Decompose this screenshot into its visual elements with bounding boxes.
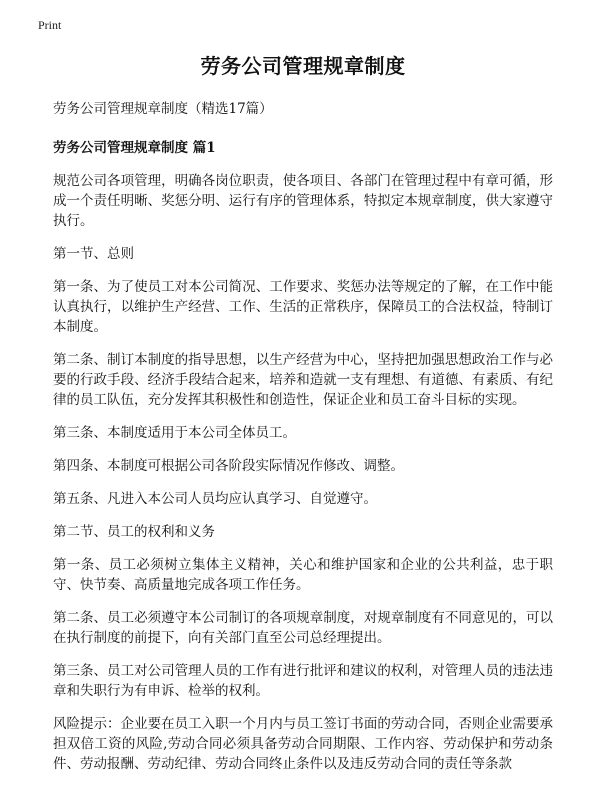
document-body xyxy=(53,50,553,787)
paragraph-article: 第一条、员工必须树立集体主义精神，关心和维护国家和企业的公共利益，忠于职守、快节奏、高质量地完成各项工作任务。 xyxy=(53,557,553,593)
paragraph-article: 第二条、员工必须遵守本公司制订的各项规章制度，对规章制度有不同意见的，可以在执行制度的前提下，向有关部门直至公司总经理提出。 xyxy=(53,610,553,646)
paragraph-section-rights: 第二节、员工的权利和义务 xyxy=(53,524,215,540)
paragraph-section-general: 第一节、总则 xyxy=(53,246,134,262)
paragraph-article: 第五条、凡进入本公司人员均应认真学习、自觉遵守。 xyxy=(53,491,377,507)
paragraph-article: 第一条、为了使员工对本公司简况、工作要求、奖惩办法等规定的了解，在工作中能认真执行，以维护生产经营、工作、生活的正常秩序，保障员工的合法权益，特制订本制度。 xyxy=(53,279,553,335)
paragraph-article: 第三条、员工对公司管理人员的工作有进行批评和建议的权利，对管理人员的违法违章和失职行为有申诉、检举的权利。 xyxy=(53,663,553,699)
paragraph-risk-notice: 风险提示：企业要在员工入职一个月内与员工签订书面的劳动合同，否则企业需要承担双倍工资的风险,劳动合同必须具备劳动合同期限、工作内容、劳动保护和劳动条件、劳动报酬、劳动纪律、劳动合同终止条件以及违反劳动合同的责任等条款 xyxy=(53,716,553,772)
document-subtitle: 劳务公司管理规章制度（精选17篇） xyxy=(53,101,273,117)
section-heading: 劳务公司管理规章制度 篇1 xyxy=(53,140,216,156)
paragraph-article: 第四条、本制度可根据公司各阶段实际情况作修改、调整。 xyxy=(53,458,404,474)
paragraph-intro: 规范公司各项管理，明确各岗位职责，使各项目、各部门在管理过程中有章可循，形成一个责任明晰、奖惩分明、运行有序的管理体系，特拟定本规章制度，供大家遵守执行。 xyxy=(53,173,553,229)
document-title: 劳务公司管理规章制度 xyxy=(200,54,406,78)
paragraph-article: 第三条、本制度适用于本公司全体员工。 xyxy=(53,425,296,441)
paragraph-article: 第二条、制订本制度的指导思想，以生产经营为中心，坚持把加强思想政治工作与必要的行政手段、经济手段结合起来，培养和造就一支有理想、有道德、有素质、有纪律的员工队伍，充分发挥其积极性和创造性，保证企业和员工奋斗目标的实现。 xyxy=(53,352,553,408)
print-link[interactable]: Print xyxy=(38,18,62,32)
